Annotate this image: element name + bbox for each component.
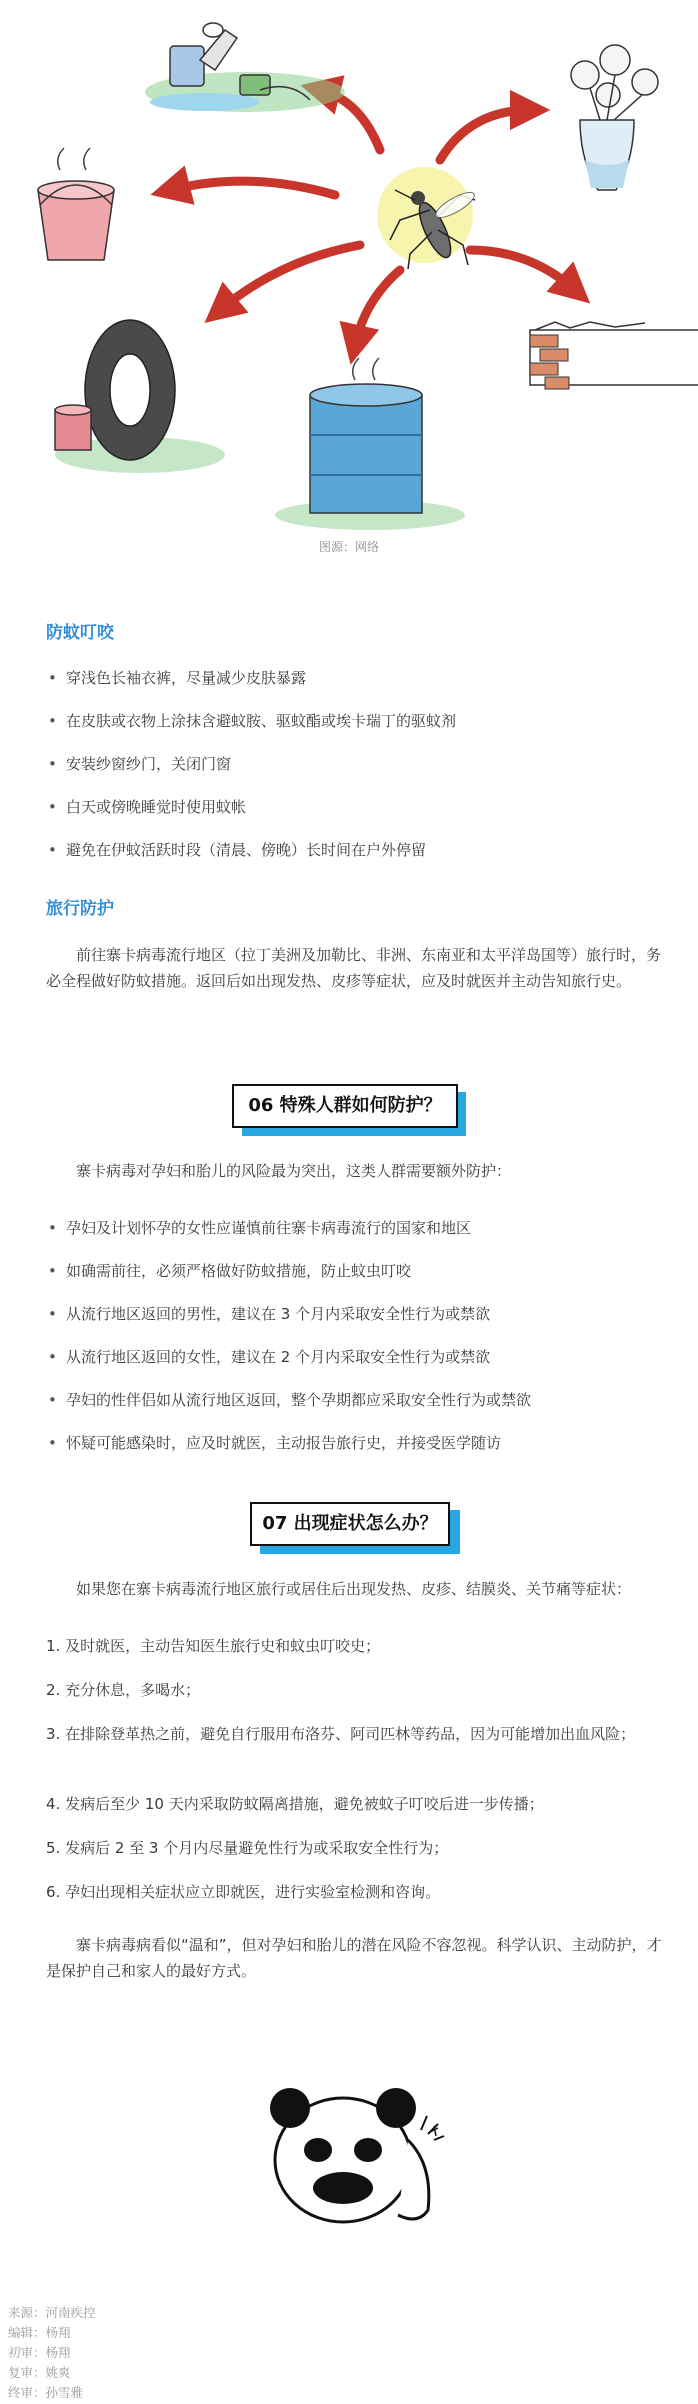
pink-bucket-sketch xyxy=(38,148,114,260)
red-arrows xyxy=(170,90,575,345)
credit-row: 终审：孙雪雅 xyxy=(8,2385,84,2400)
section-06-heading: 06 特殊人群如何防护？ xyxy=(232,1084,458,1128)
credit-row: 初审：杨翔 xyxy=(8,2345,71,2360)
credit-row: 编辑：杨翔 xyxy=(8,2325,71,2340)
travel-title: 旅行防护 xyxy=(46,899,114,919)
list-item: • 孕妇及计划怀孕的女性应谨慎前往寨卡病毒流行的国家和地区 xyxy=(46,1218,471,1238)
step-item: 4. 发病后至少 10 天内采取防蚊隔离措施，避免被蚊子叮咬后进一步传播； xyxy=(46,1795,544,1813)
prevention-title: 防蚊叮咬 xyxy=(46,623,114,643)
step-item: 1. 及时就医，主动告知医生旅行史和蚊虫叮咬史； xyxy=(46,1637,381,1655)
blue-barrel-sketch xyxy=(275,358,465,530)
panda-face-icon xyxy=(258,2070,458,2240)
section-07-intro: 如果您在寨卡病毒流行地区旅行或居住后出现发热、皮疹、结膜炎、关节痛等症状： xyxy=(76,1580,632,1598)
step-item: 6. 孕妇出现相关症状应立即就医，进行实验室检测和咨询。 xyxy=(46,1883,441,1901)
travel-paragraph: 前往寨卡病毒流行地区（拉丁美洲及加勒比、非洲、东南亚和太平洋岛国等）旅行时，务必全程做好防蚊措施。返回后如出现发热、皮疹等症状，应及时就医并主动告知旅行史。 xyxy=(46,946,662,990)
credit-row: 来源：河南疾控 xyxy=(8,2305,96,2320)
credits-block xyxy=(8,2303,96,2403)
mosquito-sketch xyxy=(377,167,478,269)
section-06-intro: 寨卡病毒对孕妇和胎儿的风险最为突出，这类人群需要额外防护： xyxy=(76,1162,512,1180)
panda-meme-sticker xyxy=(258,2070,458,2240)
list-item: • 避免在伊蚊活跃时段（清晨、傍晚）长时间在户外停留 xyxy=(46,840,426,860)
flower-vase-sketch xyxy=(571,45,658,190)
image-caption: 图源：网络 xyxy=(318,540,379,554)
list-item: • 安装纱窗纱门，关闭门窗 xyxy=(46,754,231,774)
list-item: • 孕妇的性伴侣如从流行地区返回，整个孕期都应采取安全性行为或禁欲 xyxy=(46,1390,531,1410)
brick-wall-sketch xyxy=(530,322,698,389)
closing-paragraph: 寨卡病毒病看似“温和”，但对孕妇和胎儿的潜在风险不容忽视。科学认识、主动防护，才是保护自己和家人的最好方式。 xyxy=(46,1936,662,1980)
mosquito-breeding-illustration xyxy=(0,0,698,548)
list-item: • 从流行地区返回的男性，建议在 3 个月内采取安全性行为或禁欲 xyxy=(46,1304,490,1324)
step-item: 2. 充分休息，多喝水； xyxy=(46,1681,201,1699)
tyre-sketch xyxy=(55,320,225,473)
list-item: • 穿浅色长袖衣裤，尽量减少皮肤暴露 xyxy=(46,668,306,688)
list-item: • 白天或傍晚睡觉时使用蚊帐 xyxy=(46,797,246,817)
section-06-heading-block xyxy=(0,1084,698,1140)
list-item: • 如确需前往，必须严格做好防蚊措施，防止蚊虫叮咬 xyxy=(46,1261,411,1281)
step-item: 3. 在排除登革热之前，避免自行服用布洛芬、阿司匹林等药品，因为可能增加出血风险； xyxy=(46,1725,636,1743)
credit-row: 复审：姚爽 xyxy=(8,2365,71,2380)
trash-cans-sketch xyxy=(145,23,345,112)
list-item: • 怀疑可能感染时，应及时就医，主动报告旅行史，并接受医学随访 xyxy=(46,1433,501,1453)
section-07-heading-block xyxy=(0,1502,698,1558)
list-item: • 在皮肤或衣物上涂抹含避蚊胺、驱蚊酯或埃卡瑞丁的驱蚊剂 xyxy=(46,711,456,731)
list-item: • 从流行地区返回的女性，建议在 2 个月内采取安全性行为或禁欲 xyxy=(46,1347,490,1367)
step-item: 5. 发病后 2 至 3 个月内尽量避免性行为或采取安全性行为； xyxy=(46,1839,449,1857)
breeding-sites-drawing xyxy=(0,0,698,548)
section-07-heading: 07 出现症状怎么办？ xyxy=(250,1502,450,1546)
